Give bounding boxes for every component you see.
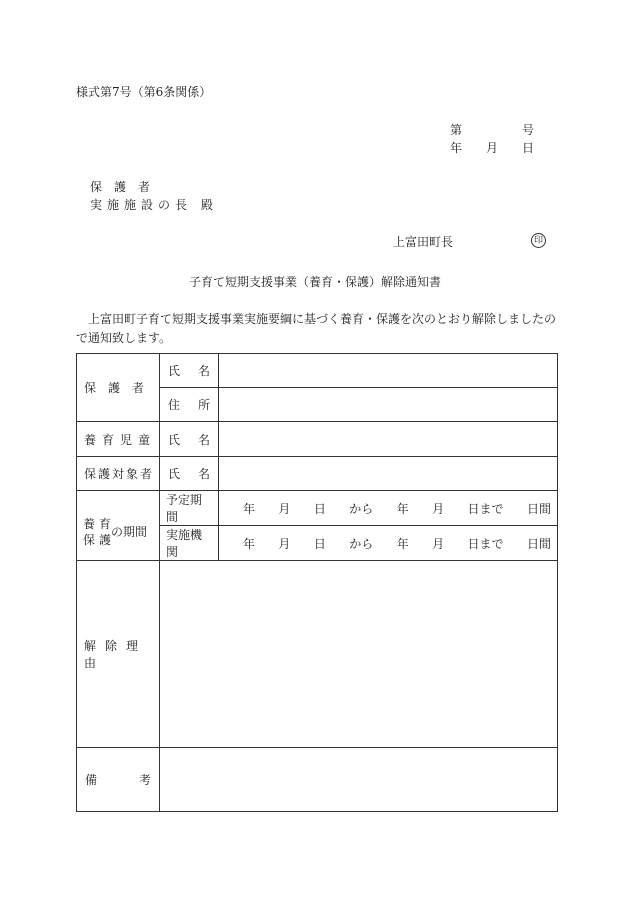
remarks-value[interactable] bbox=[160, 748, 558, 812]
document-number-suffix: 号 bbox=[522, 123, 535, 137]
child-name-label: 氏 名 bbox=[160, 422, 219, 457]
protected-name-label: 氏 名 bbox=[160, 457, 219, 491]
protected-label-cell: 保護対象者 bbox=[77, 457, 160, 491]
protected-name-value[interactable] bbox=[219, 457, 558, 491]
guardian-label-cell: 保 護 者 bbox=[77, 354, 160, 422]
document-number-label: 第 bbox=[450, 123, 463, 137]
form-number: 様式第7号（第6条関係） bbox=[76, 85, 212, 99]
guardian-address-value[interactable] bbox=[219, 388, 558, 422]
guardian-address-label: 住 所 bbox=[160, 388, 219, 422]
addressee-guardian: 保護者 bbox=[90, 180, 163, 194]
document-title: 子育て短期支援事業（養育・保護）解除通知書 bbox=[188, 275, 441, 289]
remarks-label-cell: 備 考 bbox=[77, 748, 160, 812]
child-label-cell: 養育児童 bbox=[77, 422, 160, 457]
actual-period-value[interactable]: 年 月 日 から 年 月 日まで 日間 bbox=[219, 526, 558, 561]
planned-period-value[interactable]: 年 月 日 から 年 月 日まで 日間 bbox=[219, 491, 558, 526]
reason-value[interactable] bbox=[160, 561, 558, 748]
body-text: 上富田町子育て短期支援事業実施要綱に基づく養育・保護を次のとおり解除しましたので通知致します。 bbox=[76, 312, 557, 345]
guardian-name-value[interactable] bbox=[219, 354, 558, 388]
actual-period-label: 実施機関 bbox=[160, 526, 219, 561]
seal-stamp: 印 bbox=[531, 233, 546, 248]
child-name-value[interactable] bbox=[219, 422, 558, 457]
date-month: 月 bbox=[486, 141, 499, 155]
notice-table bbox=[76, 353, 558, 812]
reason-label-cell: 解除理由 bbox=[77, 561, 160, 748]
guardian-name-label: 氏 名 bbox=[160, 354, 219, 388]
period-label-cell: 養育 の期間 保護 bbox=[77, 491, 160, 561]
planned-period-label: 予定期間 bbox=[160, 491, 219, 526]
date-year: 年 bbox=[450, 141, 463, 155]
addressee-facility: 実施施設の長 殿 bbox=[90, 198, 218, 212]
date-day: 日 bbox=[522, 141, 535, 155]
issuer-name: 上富田町長 bbox=[393, 235, 454, 249]
